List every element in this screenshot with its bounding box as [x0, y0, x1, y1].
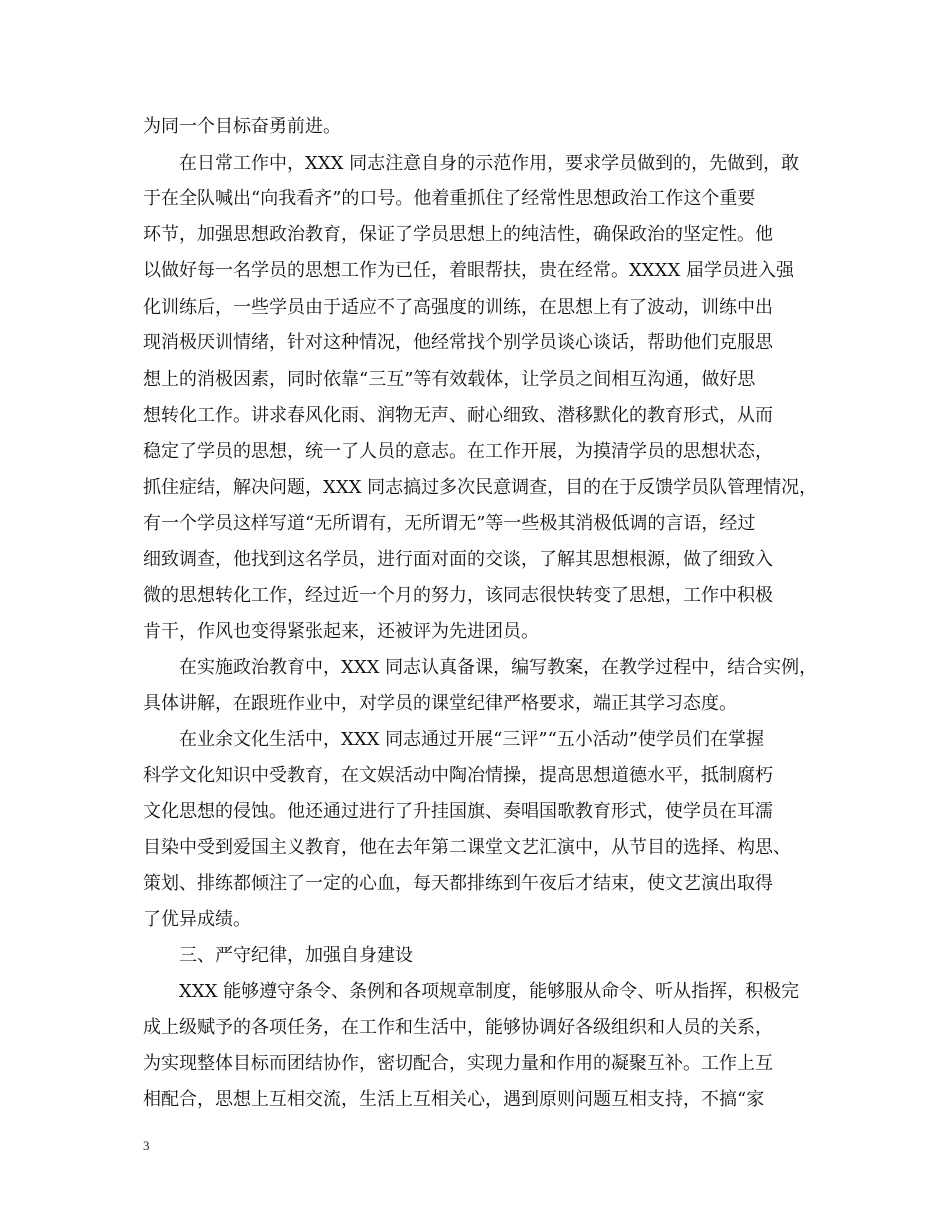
text-line: 微的思想转化工作，经过近一个月的努力，该同志很快转变了思想，工作中积极: [143, 585, 773, 606]
text-line: 目染中受到爱国主义教育，他在去年第二课堂文艺汇演中，从节目的选择、构思、: [143, 837, 791, 858]
text-line: 为同一个目标奋勇前进。: [143, 116, 341, 137]
text-line: 稳定了学员的思想，统一了人员的意志。在工作开展，为摸清学员的思想状态，: [143, 441, 773, 462]
text-line: 环节，加强思想政治教育，保证了学员思想上的纯洁性，确保政治的坚定性。他: [143, 224, 773, 245]
text-line: 成上级赋予的各项任务，在工作和生活中，能够协调好各级组织和人员的关系，: [143, 1017, 773, 1038]
text-line: 以做好每一名学员的思想工作为已任，着眼帮扶，贵在经常。XXXX 届学员进入强: [143, 260, 794, 281]
text-line: 有一个学员这样写道“无所谓有，无所谓无”等一些极其消极低调的言语，经过: [143, 513, 756, 534]
text-line: 于在全队喊出“向我看齐”的口号。他着重抓住了经常性思想政治工作这个重要: [143, 188, 756, 209]
text-line: 相配合，思想上互相交流，生活上互相关心，遇到原则问题互相支持，不搞“家: [143, 1089, 765, 1110]
paragraph-first-line: XXX 能够遵守条令、条例和各项规章制度，能够服从命令、听从指挥，积极完: [179, 981, 800, 1002]
page-number: 3: [143, 1138, 150, 1153]
paragraph-first-line: 在业余文化生活中，XXX 同志通过开展“三评”“五小活动”使学员们在掌握: [179, 729, 764, 750]
section-heading: 三、严守纪律，加强自身建设: [179, 945, 413, 966]
paragraph-first-line: 在日常工作中，XXX 同志注意自身的示范作用，要求学员做到的，先做到，敢: [179, 153, 800, 174]
text-line: 现消极厌训情绪，针对这种情况，他经常找个别学员谈心谈话，帮助他们克服思: [143, 332, 773, 353]
text-line: 肯干，作风也变得紧张起来，还被评为先进团员。: [143, 621, 539, 642]
text-line: 细致调查，他找到这名学员，进行面对面的交谈，了解其思想根源，做了细致入: [143, 549, 773, 570]
text-line: 抓住症结，解决问题，XXX 同志搞过多次民意调查，目的在于反馈学员队管理情况，: [143, 477, 818, 498]
text-line: 文化思想的侵蚀。他还通过进行了升挂国旗、奏唱国歌教育形式，使学员在耳濡: [143, 801, 773, 822]
text-line: 科学文化知识中受教育，在文娱活动中陶冶情操，提高思想道德水平，抵制腐朽: [143, 765, 773, 786]
text-line: 想转化工作。讲求春风化雨、润物无声、耐心细致、潜移默化的教育形式，从而: [143, 405, 773, 426]
text-line: 了优异成绩。: [143, 909, 251, 930]
text-line: 化训练后，一些学员由于适应不了高强度的训练，在思想上有了波动，训练中出: [143, 297, 773, 318]
text-line: 想上的消极因素，同时依靠“三互”等有效载体，让学员之间相互沟通，做好思: [143, 369, 756, 390]
paragraph-first-line: 在实施政治教育中，XXX 同志认真备课，编写教案，在教学过程中，结合实例，: [179, 657, 818, 678]
text-line: 策划、排练都倾注了一定的心血，每天都排练到午夜后才结束，使文艺演出取得: [143, 873, 773, 894]
text-line: 为实现整体目标而团结协作，密切配合，实现力量和作用的凝聚互补。工作上互: [143, 1053, 773, 1074]
text-line: 具体讲解，在跟班作业中，对学员的课堂纪律严格要求，端正其学习态度。: [143, 693, 737, 714]
